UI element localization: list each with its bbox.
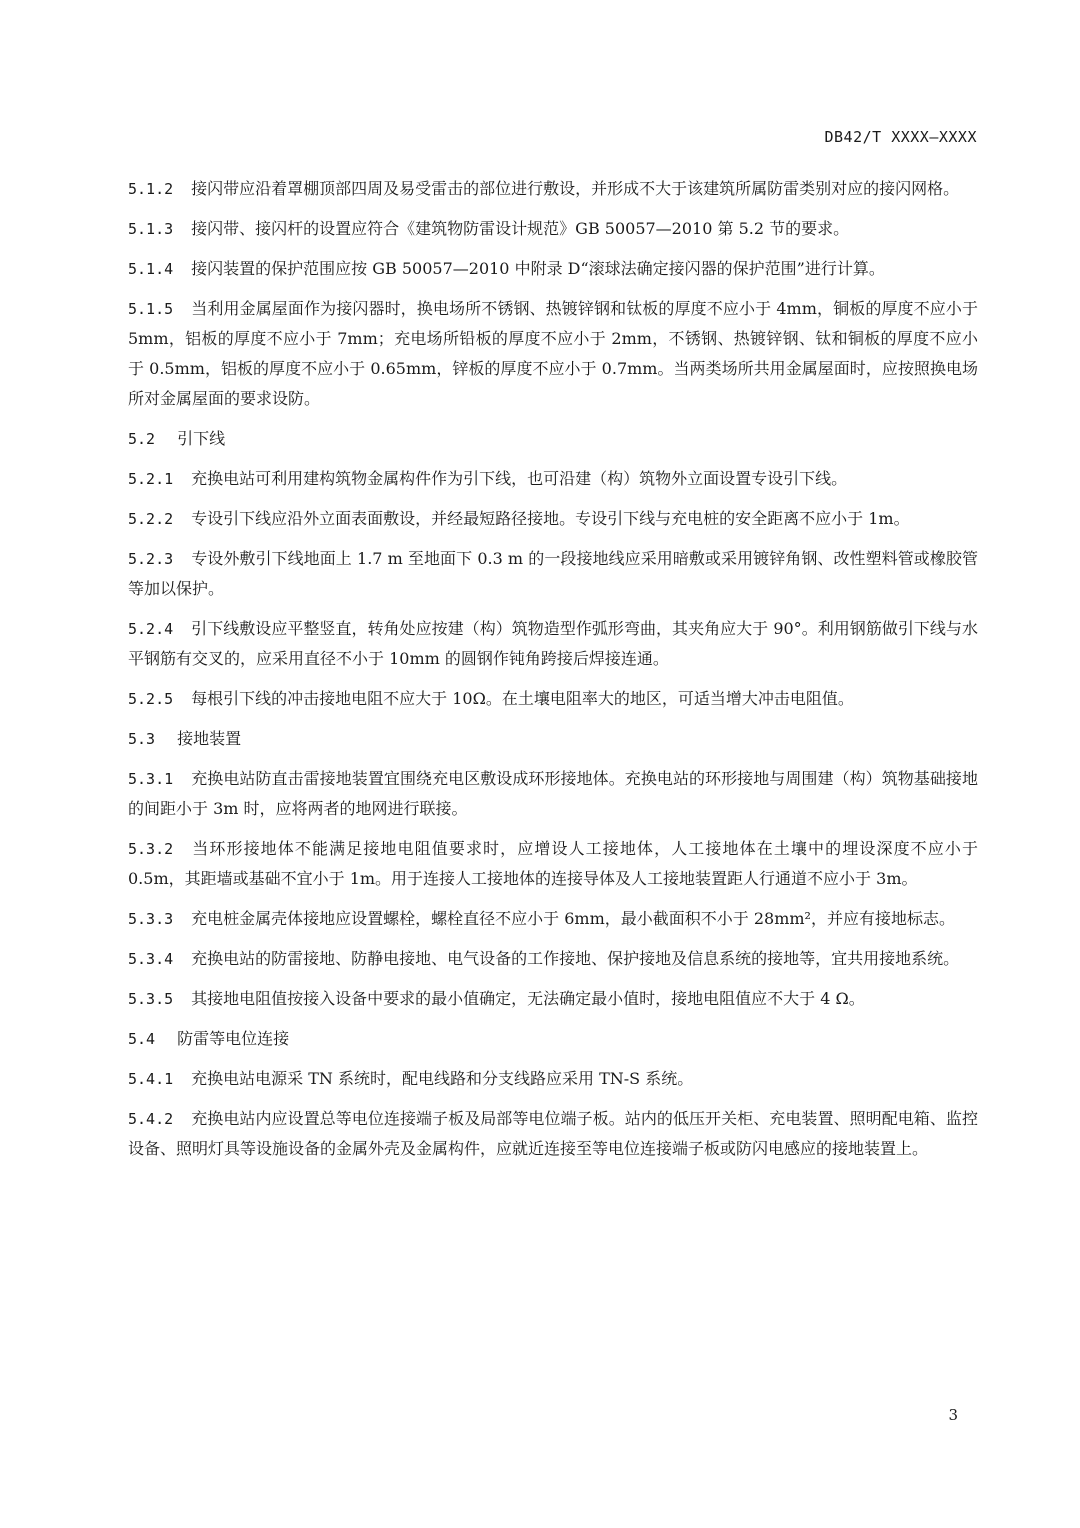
clause-text: 充换电站可利用建构筑物金属构件作为引下线，也可沿建（构）筑物外立面设置专设引下线。 [191, 469, 848, 488]
clause-number: 5.4.1 [128, 1070, 174, 1088]
clause-text: 接闪装置的保护范围应按 GB 50057—2010 中附录 D“滚球法确定接闪器的保护范围”进行计算。 [191, 259, 885, 278]
clause-number: 5.2.5 [128, 690, 174, 708]
clause-number: 5.3.3 [128, 910, 174, 928]
clause-number: 5.2.2 [128, 510, 174, 528]
clause-paragraph [128, 944, 978, 974]
clause-text: 当利用金属屋面作为接闪器时，换电场所不锈钢、热镀锌钢和钛板的厚度不应小于 4mm，铜板的厚度不应小于 5mm，铝板的厚度不应小于 7mm；充电场所铅板的厚度不应小于 2mm，不锈钢、热镀锌钢、钛和铜板的厚度不应小于 0.5mm，铝板的厚度不应小于 0.65mm，锌板的厚度不应小于 0.7mm。当两类场所共用金属屋面时，应按照换电场所对金属屋面的要求设防。 [128, 299, 978, 408]
section-heading [128, 424, 978, 454]
clause-number: 5.1.4 [128, 260, 174, 278]
clause-text: 充换电站防直击雷接地装置宜围绕充电区敷设成环形接地体。充换电站的环形接地与周围建（构）筑物基础接地的间距小于 3m 时，应将两者的地网进行联接。 [128, 769, 978, 818]
clause-paragraph [128, 544, 978, 604]
clause-number: 5.2 [128, 430, 156, 448]
clause-paragraph [128, 1104, 978, 1164]
clause-text: 每根引下线的冲击接地电阻不应大于 10Ω。在土壤电阻率大的地区，可适当增大冲击电阻值。 [191, 689, 854, 708]
clause-number: 5.4.2 [128, 1110, 174, 1128]
page-number: 3 [948, 1406, 958, 1424]
clause-number: 5.1.2 [128, 180, 174, 198]
section-heading [128, 724, 978, 754]
clause-text: 专设引下线应沿外立面表面敷设，并经最短路径接地。专设引下线与充电桩的安全距离不应小于 1m。 [191, 509, 910, 528]
clause-number: 5.3.5 [128, 990, 174, 1008]
clause-paragraph [128, 174, 978, 204]
clause-number: 5.2.4 [128, 620, 174, 638]
clause-text: 专设外敷引下线地面上 1.7 m 至地面下 0.3 m 的一段接地线应采用暗敷或采用镀锌角钢、改性塑料管或橡胶管等加以保护。 [128, 549, 978, 598]
clause-number: 5.2.3 [128, 550, 174, 568]
clause-paragraph [128, 504, 978, 534]
document-id-header: DB42/T XXXX—XXXX [824, 128, 977, 146]
section-title: 防雷等电位连接 [177, 1029, 290, 1048]
section-heading [128, 1024, 978, 1054]
clause-number: 5.1.5 [128, 300, 174, 318]
clause-number: 5.3 [128, 730, 156, 748]
clause-number: 5.3.2 [128, 840, 174, 858]
clause-paragraph [128, 984, 978, 1014]
clause-paragraph [128, 614, 978, 674]
clause-text: 充电桩金属壳体接地应设置螺栓，螺栓直径不应小于 6mm，最小截面积不小于 28mm²，并应有接地标志。 [191, 909, 955, 928]
clause-text: 充换电站电源采 TN 系统时，配电线路和分支线路应采用 TN-S 系统。 [191, 1069, 694, 1088]
clause-number: 5.1.3 [128, 220, 174, 238]
clause-text: 当环形接地体不能满足接地电阻值要求时，应增设人工接地体，人工接地体在土壤中的埋设深度不应小于 0.5m，其距墙或基础不宜小于 1m。用于连接人工接地体的连接导体及人工接地装置距人行通道不应小于 3m。 [128, 839, 978, 888]
document-body [128, 174, 978, 1174]
clause-text: 充换电站内应设置总等电位连接端子板及局部等电位端子板。站内的低压开关柜、充电装置、照明配电箱、监控设备、照明灯具等设施设备的金属外壳及金属构件，应就近连接至等电位连接端子板或防闪电感应的接地装置上。 [128, 1109, 978, 1158]
clause-paragraph [128, 904, 978, 934]
clause-number: 5.3.1 [128, 770, 174, 788]
clause-paragraph [128, 764, 978, 824]
clause-number: 5.3.4 [128, 950, 174, 968]
clause-number: 5.4 [128, 1030, 156, 1048]
section-title: 引下线 [177, 429, 226, 448]
clause-text: 接闪带应沿着罩棚顶部四周及易受雷击的部位进行敷设，并形成不大于该建筑所属防雷类别对应的接闪网格。 [191, 179, 960, 198]
clause-paragraph [128, 684, 978, 714]
clause-paragraph [128, 464, 978, 494]
clause-text: 其接地电阻值按接入设备中要求的最小值确定，无法确定最小值时，接地电阻值应不大于 4 Ω。 [191, 989, 865, 1008]
clause-text: 充换电站的防雷接地、防静电接地、电气设备的工作接地、保护接地及信息系统的接地等，宜共用接地系统。 [191, 949, 960, 968]
clause-paragraph [128, 294, 978, 414]
clause-number: 5.2.1 [128, 470, 174, 488]
section-title: 接地装置 [177, 729, 242, 748]
clause-text: 接闪带、接闪杆的设置应符合《建筑物防雷设计规范》GB 50057—2010 第 5.2 节的要求。 [191, 219, 850, 238]
clause-paragraph [128, 254, 978, 284]
clause-text: 引下线敷设应平整竖直，转角处应按建（构）筑物造型作弧形弯曲，其夹角应大于 90°。利用钢筋做引下线与水平钢筋有交叉的，应采用直径不小于 10mm 的圆钢作钝角跨接后焊接连通。 [128, 619, 978, 668]
clause-paragraph [128, 214, 978, 244]
clause-paragraph [128, 834, 978, 894]
clause-paragraph [128, 1064, 978, 1094]
